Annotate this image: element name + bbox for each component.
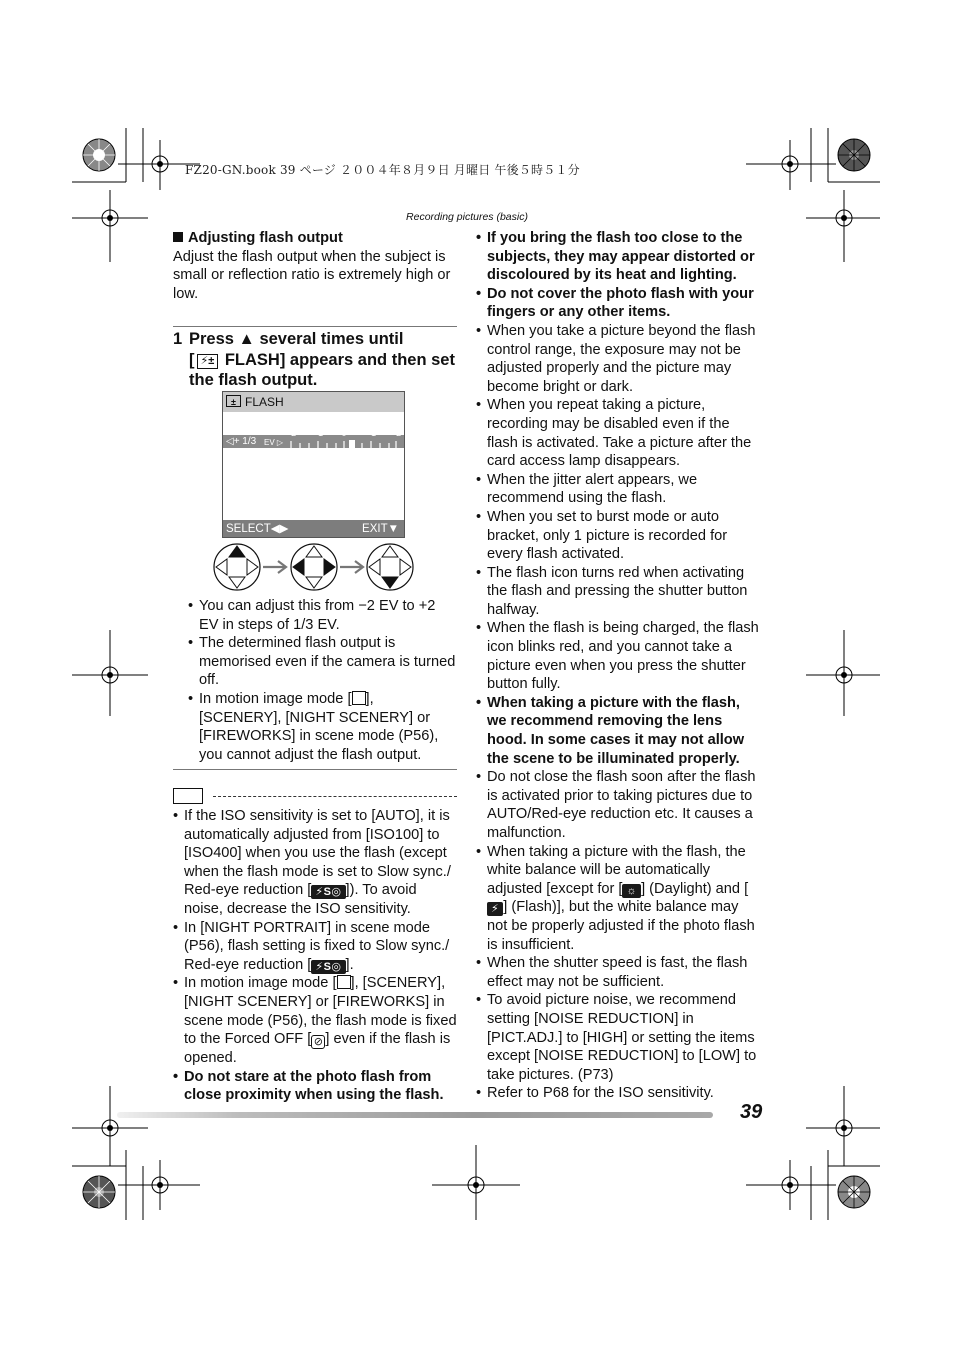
divider [173, 769, 457, 770]
list-item: • Refer to P68 for the ISO sensitivity. [476, 1085, 714, 1102]
lcd-ev-scale [285, 428, 403, 450]
divider [173, 326, 457, 327]
flash-adjust-icon: ⚡± [197, 354, 219, 369]
list-item: • The flash icon turns red when activating the flash and pressing the shutter button halfway. [476, 564, 748, 618]
slow-sync-red-eye-icon: ⚡S◎ [311, 960, 345, 974]
intro-paragraph: Adjust the flash output when the subject is small or reflection ratio is extremely high or low. [173, 248, 451, 302]
step-number: 1 [173, 330, 183, 349]
list-item: • The determined flash output is memorised even if the camera is turned off. [188, 635, 456, 689]
lcd-flash-screen [222, 391, 405, 538]
scale-label: 0 [341, 428, 347, 438]
lcd-ev-label: EV ▷ [264, 438, 284, 447]
page-number: 39 [740, 1101, 763, 1123]
list-item: • In [NIGHT PORTRAIT] in scene mode (P56), flash setting is fixed to Slow sync./ Red-eye reduction [ ⚡S◎ ]. [173, 919, 450, 973]
list-item: • When the flash is being charged, the flash icon blinks red, and you cannot take a picture even when you press the shutter button fully. [476, 620, 759, 693]
step-1: 1 Press ▲ several times until [ ⚡± FLASH] appears and then set the flash output. [173, 330, 455, 390]
running-head: Recording pictures (basic) [406, 211, 528, 223]
scale-label: +2 [390, 428, 402, 438]
slow-sync-red-eye-icon: ⚡S◎ [311, 885, 345, 899]
memo-header [173, 788, 457, 806]
scale-label: +1 [365, 428, 377, 438]
list-item: • When taking a picture with the flash, we recommend removing the lens hood. In some cases it may not allow the scene to be illuminated properly. [476, 694, 745, 767]
footer-bar [117, 1112, 713, 1118]
note-icon [173, 788, 203, 804]
forced-off-icon: ⊘ [311, 1035, 325, 1049]
right-column [476, 229, 760, 1103]
lcd-value: ◁+ 1/3 [226, 436, 257, 447]
list-item: • You can adjust this from −2 EV to +2 EV in steps of 1/3 EV. [188, 598, 436, 633]
cursor-button-sequence [212, 542, 418, 592]
list-item: • When you set to burst mode or auto bracket, only 1 picture is recorded for every flash activated. [476, 508, 728, 563]
list-item: • Do not cover the photo flash with your fingers or any other items. [476, 285, 754, 321]
printer-slug-line: FZ20-GN.book 39 ページ ２００４年８月９日 月曜日 午後５時５１分 [185, 163, 580, 177]
section-title: Adjusting flash output [173, 229, 457, 248]
list-item: • When the shutter speed is fast, the flash effect may not be sufficient. [476, 955, 748, 990]
list-item: • When the jitter alert appears, we recommend using the flash. [476, 471, 698, 507]
list-item: • Do not close the flash soon after the flash is activated prior to taking pictures due to AUTO/Red-eye reduction etc. It causes a malfunction. [476, 769, 756, 841]
list-item: • In motion image mode [ ], [SCENERY], [NIGHT SCENERY] or [FIREWORKS] in scene mode (P56), you cannot adjust the flash output. [188, 690, 439, 763]
notes-list [173, 807, 457, 1105]
daylight-wb-icon: ☼ [622, 884, 641, 898]
motion-image-icon [352, 691, 366, 705]
scale-label: −1 [312, 428, 324, 438]
scale-label: −2 [285, 428, 297, 438]
list-item: • When you repeat taking a picture, recording may be disabled even if the flash is activated. Take a picture after the card access lamp disappears. [476, 397, 752, 470]
lcd-exit-hint: EXIT▼ [362, 523, 399, 535]
motion-image-icon [337, 975, 351, 989]
list-item: • If you bring the flash too close to the subjects, they may appear distorted or discoloured by its heat and lighting. [476, 230, 755, 284]
list-item: • When taking a picture with the flash, the white balance will be automatically adjusted [except for [ ☼ ] (Daylight) and [⚡ ] (Flash)], but the white balance may not be properly adjusted if the photo flash is insufficient. [476, 843, 755, 953]
list-item: • To avoid picture noise, we recommend setting [NOISE REDUCTION] in [PICT.ADJ.] to [HIGH] or setting the items except [NOISE REDUCTION] to [LOW] to take pictures. (P73) [476, 992, 757, 1083]
list-item: • In motion image mode [ ], [SCENERY], [NIGHT SCENERY] or [FIREWORKS] in scene mode (P56), the flash mode is fixed to the Forced OFF [ ⊘ ] even if the flash is opened. [173, 975, 457, 1067]
list-item: • Do not stare at the photo flash from close proximity when using the flash. [173, 1068, 444, 1104]
lcd-title: FLASH [245, 395, 284, 409]
lcd-select-hint: SELECT◀▶ [226, 523, 289, 535]
flash-adjust-icon: ± [226, 395, 241, 407]
left-column [173, 229, 457, 391]
list-item: • If the ISO sensitivity is set to [AUTO], it is automatically adjusted from [ISO100] to [ISO400] when you use the flash (except when the flash mode is set to Slow sync./ Red-eye reduction [ ⚡S◎ ]). To avoid noise, decrease the ISO sensitivity. [173, 808, 451, 917]
list-item: • When you take a picture beyond the flash control range, the exposure may not be adjusted properly and the picture may become bright or dark. [476, 322, 756, 395]
square-bullet-icon [173, 232, 183, 242]
step-notes [188, 597, 456, 764]
flash-wb-icon: ⚡ [487, 902, 503, 916]
